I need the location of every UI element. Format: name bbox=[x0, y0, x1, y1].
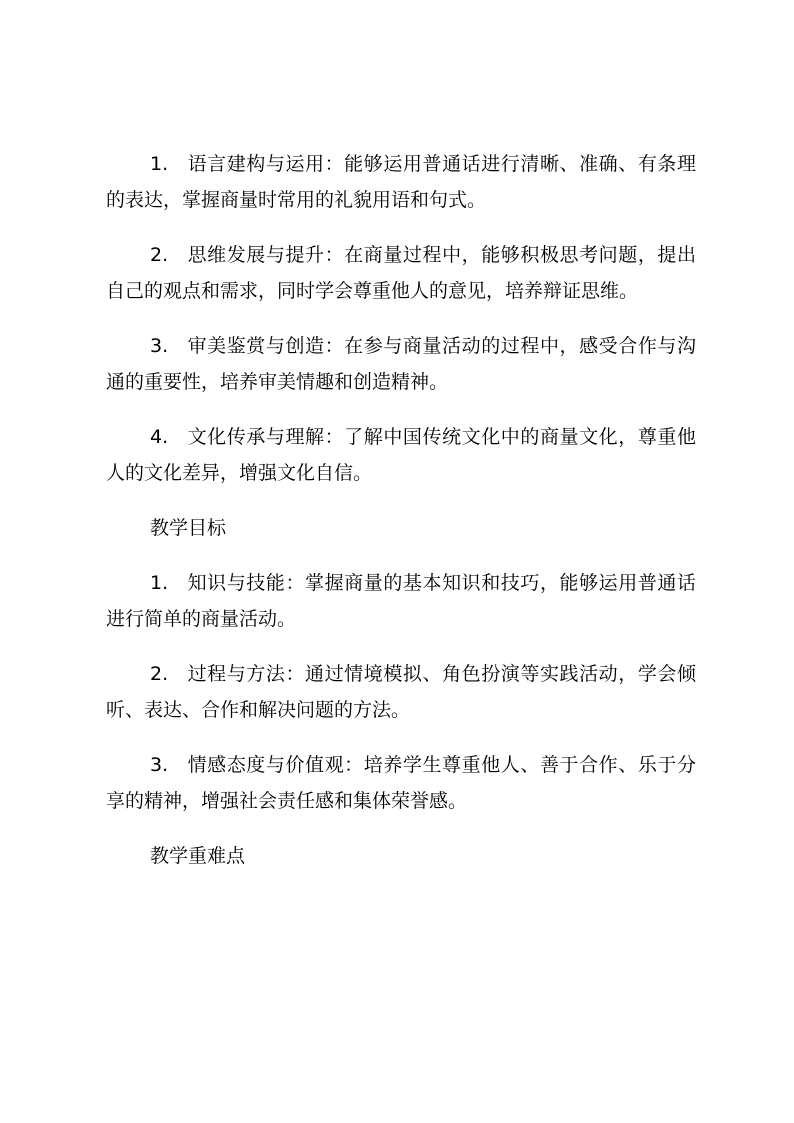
list-number: 1. bbox=[150, 153, 169, 175]
list-text: 情感态度与价值观：培养学生尊重他人、善于合作、乐于分享的精神，增强社会责任感和集体荣誉感。 bbox=[106, 754, 696, 812]
section-heading-objectives: 教学目标 bbox=[150, 517, 227, 539]
list-item bbox=[106, 419, 696, 491]
list-number: 2. bbox=[150, 244, 169, 266]
list-item bbox=[106, 565, 696, 637]
list-text: 知识与技能：掌握商量的基本知识和技巧，能够运用普通话进行简单的商量活动。 bbox=[106, 572, 696, 630]
list-number: 2. bbox=[150, 663, 169, 685]
list-item bbox=[106, 656, 696, 728]
list-item bbox=[106, 237, 696, 309]
list-number: 3. bbox=[150, 754, 169, 776]
list-number: 1. bbox=[150, 572, 169, 594]
list-text: 思维发展与提升：在商量过程中，能够积极思考问题，提出自己的观点和需求，同时学会尊重他人的意见，培养辩证思维。 bbox=[106, 244, 696, 302]
list-item bbox=[106, 328, 696, 400]
list-text: 审美鉴赏与创造：在参与商量活动的过程中，感受合作与沟通的重要性，培养审美情趣和创造精神。 bbox=[106, 335, 696, 393]
list-text: 过程与方法：通过情境模拟、角色扮演等实践活动，学会倾听、表达、合作和解决问题的方法。 bbox=[106, 663, 696, 721]
list-number: 3. bbox=[150, 335, 169, 357]
section-heading-key-points: 教学重难点 bbox=[150, 845, 246, 867]
list-text: 语言建构与运用：能够运用普通话进行清晰、准确、有条理的表达，掌握商量时常用的礼貌用语和句式。 bbox=[106, 153, 696, 211]
list-text: 文化传承与理解：了解中国传统文化中的商量文化，尊重他人的文化差异，增强文化自信。 bbox=[106, 426, 696, 484]
list-item bbox=[106, 747, 696, 819]
list-item bbox=[106, 146, 696, 218]
document-body bbox=[106, 146, 696, 893]
list-number: 4. bbox=[150, 426, 169, 448]
